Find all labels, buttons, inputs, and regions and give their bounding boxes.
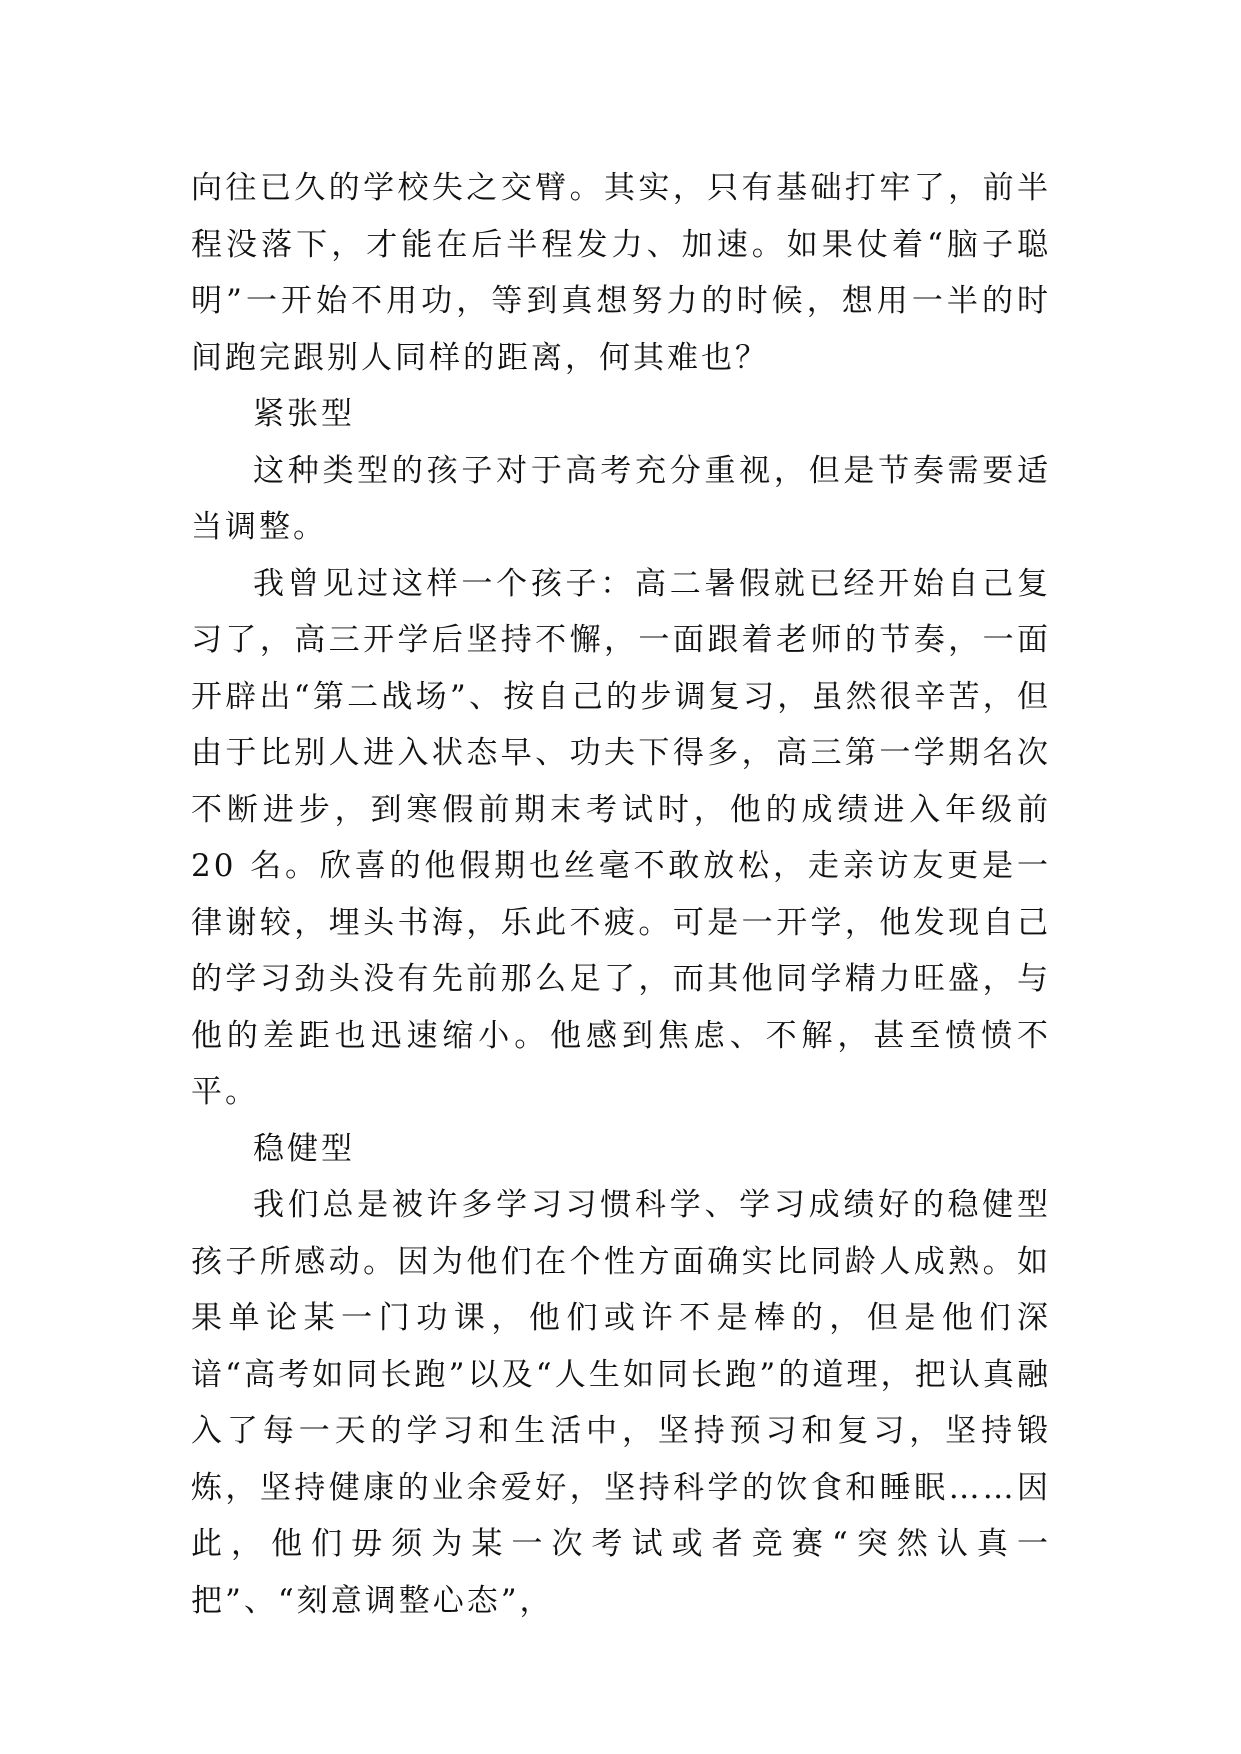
paragraph-tense-type-example: 我曾见过这样一个孩子：高二暑假就已经开始自己复习了，高三开学后坚持不懈，一面跟着老师的节奏，一面开辟出“第二战场”、按自己的步调复习，虽然很辛苦，但由于比别人进入状态早、功夫下得多，高三第一学期名次不断进步，到寒假前期末考试时，他的成绩进入年级前 20 名。欣喜的他假期也丝毫不敢放松，走亲访友更是一律谢较，埋头书海，乐此不疲。可是一开学，他发现自己的学习劲头没有先前那么足了，而其他同学精力旺盛，与他的差距也迅速缩小。他感到焦虑、不解，甚至愤愤不平。	[191, 565, 1051, 1110]
paragraph-tense-type-intro: 这种类型的孩子对于高考充分重视，但是节奏需要适当调整。	[191, 452, 1051, 545]
paragraph-continuation: 向往已久的学校失之交臂。其实，只有基础打牢了，前半程没落下，才能在后半程发力、加速。如果仗着“脑子聪明”一开始不用功，等到真想努力的时候，想用一半的时间跑完跟别人同样的距离，何其难也？	[191, 170, 1051, 376]
section-heading-steady-type: 稳健型	[253, 1130, 355, 1167]
document-body	[191, 160, 1051, 1629]
paragraph-steady-type: 我们总是被许多学习习惯科学、学习成绩好的稳健型孩子所感动。因为他们在个性方面确实比同龄人成熟。如果单论某一门功课，他们或许不是棒的，但是他们深谙“高考如同长跑”以及“人生如同长跑”的道理，把认真融入了每一天的学习和生活中，坚持预习和复习，坚持锻炼，坚持健康的业余爱好，坚持科学的饮食和睡眠……因此，他们毋须为某一次考试或者竞赛“突然认真一把”、“刻意调整心态”，	[191, 1187, 1051, 1619]
section-heading-tense-type: 紧张型	[253, 396, 355, 432]
